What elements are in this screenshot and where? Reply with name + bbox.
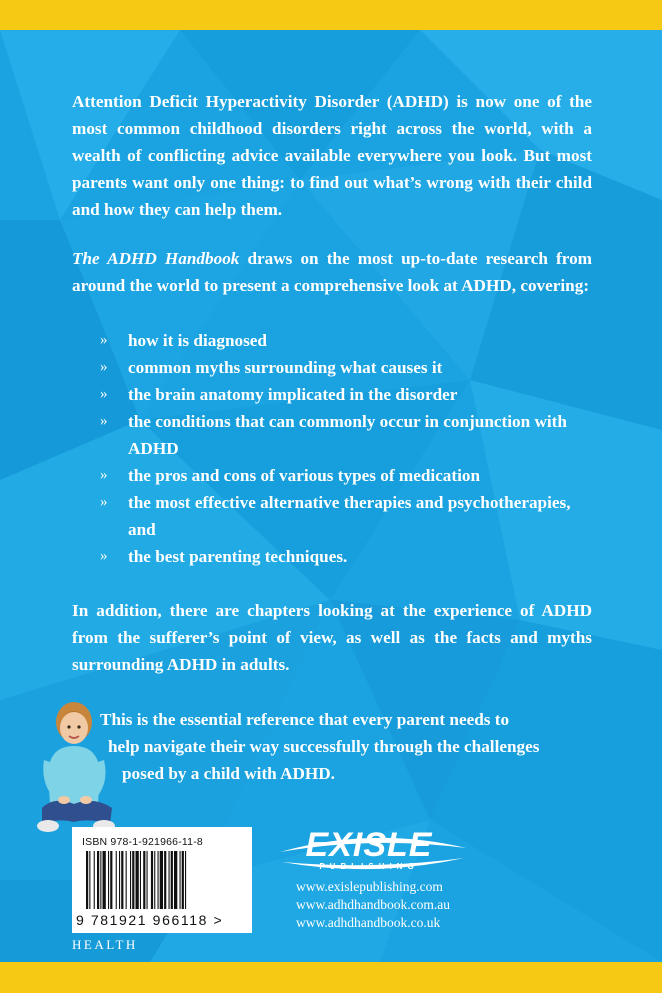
list-item-text: how it is diagnosed — [128, 331, 267, 350]
list-item — [96, 354, 576, 381]
bullet-mark: » — [100, 332, 108, 348]
bullet-mark: » — [100, 467, 108, 483]
closing-paragraph — [100, 706, 592, 787]
description-text: draws on the most up-to-date research from around the world to present a comprehensive look at ADHD, covering: — [72, 249, 592, 295]
barcode-bars — [84, 851, 234, 911]
closing-line-3: posed by a child with ADHD. — [122, 764, 335, 783]
list-item-text: the most effective alternative therapies and psychotherapies, and — [128, 493, 571, 539]
list-item — [96, 462, 576, 489]
list-item-text: the pros and cons of various types of medication — [128, 466, 481, 485]
top-yellow-band — [0, 0, 662, 30]
list-item-text: the best parenting techniques. — [128, 547, 348, 566]
bullet-mark: » — [100, 494, 108, 510]
category-label: HEALTH — [72, 937, 138, 952]
closing-line-1: This is the essential reference that every parent needs to — [100, 710, 510, 729]
addition-paragraph: In addition, there are chapters looking at the experience of ADHD from the sufferer’s point of view, as well as the facts and myths surrounding ADHD in adults. — [72, 601, 592, 674]
isbn-digits: 9 781921 966118 > — [76, 912, 224, 928]
book-title: The ADHD Handbook — [72, 249, 240, 268]
url-link[interactable]: www.adhdhandbook.com.au — [296, 897, 450, 912]
closing-line-2: help navigate their way successfully through the challenges — [108, 737, 540, 756]
list-item-text: the brain anatomy implicated in the disorder — [128, 385, 458, 404]
bottom-yellow-band — [0, 962, 662, 993]
bullet-mark: » — [100, 413, 108, 429]
isbn-label: ISBN 978-1-921966-11-8 — [82, 836, 203, 848]
bullet-mark: » — [100, 359, 108, 375]
intro-paragraph: Attention Deficit Hyperactivity Disorder (ADHD) is now one of the most common childhood disorders right across the world, with a wealth of conflicting advice available everywhere you look. But most parents want only one thing: to find out what’s wrong with their child and how they can help them. — [72, 92, 592, 219]
bullet-mark: » — [100, 548, 108, 564]
isbn-barcode — [72, 827, 252, 933]
list-item — [96, 489, 576, 543]
list-item — [96, 543, 576, 570]
list-item — [96, 408, 576, 462]
publisher-name: EXISLE — [305, 826, 433, 864]
list-item — [96, 327, 576, 354]
list-item-text: common myths surrounding what causes it — [128, 358, 443, 377]
topics-list — [96, 327, 576, 570]
description-paragraph — [72, 245, 592, 299]
url-link[interactable]: www.adhdhandbook.co.uk — [296, 915, 441, 930]
publisher-subtitle: PUBLISHING — [319, 862, 419, 871]
list-item — [96, 381, 576, 408]
list-item-text: the conditions that can commonly occur in conjunction with ADHD — [128, 412, 567, 458]
publisher-urls — [296, 878, 450, 932]
bullet-mark: » — [100, 386, 108, 402]
url-link[interactable]: www.exislepublishing.com — [296, 879, 443, 894]
